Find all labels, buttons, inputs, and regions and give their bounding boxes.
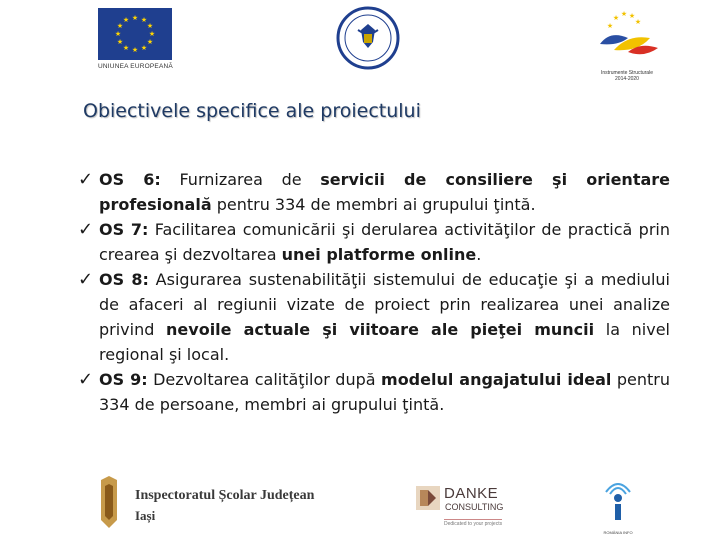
danke-mark-icon [414,484,442,512]
objective-text-bold: nevoile actuale şi viitoare ale pieţei muncii [166,320,595,339]
government-seal-icon [336,6,400,70]
isj-name: Inspectoratul Școlar Județean [135,488,315,503]
isj-logo [97,476,322,530]
structural-caption-line1: Instrumente Structurale [601,70,653,76]
list-item [78,167,670,217]
svg-text:★: ★ [612,14,620,22]
svg-text:★: ★ [606,22,614,30]
objective-label: OS 7: [99,220,149,239]
page-title: Obiectivele specifice ale proiectului [83,100,421,122]
objective-label: OS 9: [99,370,148,389]
danke-name: DANKE [444,485,499,502]
structural-instruments-logo [588,8,666,88]
objective-text: pentru 334 de persoane, membri ai grupului ţintă. [99,370,671,414]
svg-text:★: ★ [634,18,642,26]
svg-text:★: ★ [114,30,122,38]
eu-caption: UNIUNEA EUROPEANĂ [98,63,173,70]
objective-label: OS 8: [99,270,149,289]
svg-text:★: ★ [620,10,628,18]
info-icon [600,474,636,524]
government-seal-logo [336,6,400,70]
danke-sub: CONSULTING [445,502,504,512]
check-icon: ✓ [78,269,94,290]
objective-text-bold: servicii de consiliere şi orientare profesională [99,170,670,214]
eu-stars-icon [98,8,172,60]
danke-consulting-logo [414,484,506,532]
objective-text: Furnizarea de [160,170,321,189]
svg-text:★: ★ [116,38,124,46]
objective-text-bold: unei platforme online [281,245,477,264]
structural-instruments-icon [588,8,666,64]
objective-text: la nivel regional şi local. [99,320,670,364]
eu-flag [98,8,172,60]
objectives-list [78,167,670,417]
info-logo [600,474,636,535]
check-icon: ✓ [78,369,94,390]
check-icon: ✓ [78,169,94,190]
objective-text: Dezvoltarea calităţilor după [147,370,382,389]
isj-emblem-icon [97,476,121,528]
list-item [78,367,670,417]
svg-text:★: ★ [131,46,139,54]
objective-label: OS 6: [99,170,161,189]
structural-caption-line2: 2014-2020 [615,76,639,82]
structural-instruments-caption [588,70,666,82]
danke-tagline: Dedicated to your projects [444,521,503,527]
objective-text: Asigurarea sustenabilităţii sistemului de educaţie şi a mediului de afaceri al regiunii vizate de proiect prin realizarea unei analize privind [99,270,670,339]
svg-text:★: ★ [140,16,148,24]
eu-logo [98,8,172,74]
objective-text: Facilitarea comunicării şi derularea activităţilor de practică prin crearea şi dezvoltarea [99,220,670,264]
objective-text-bold: modelul angajatului ideal [381,370,612,389]
svg-text:★: ★ [122,44,130,52]
check-icon: ✓ [78,219,94,240]
objective-text: pentru 334 de membri ai grupului ţintă. [211,195,536,214]
svg-text:★: ★ [146,22,154,30]
svg-text:★: ★ [131,14,139,22]
list-item [78,217,670,267]
svg-text:★: ★ [146,38,154,46]
info-caption: ROMÂNIA INFO [603,530,633,535]
svg-text:★: ★ [122,16,130,24]
svg-text:★: ★ [148,30,156,38]
isj-city: Iași [135,508,156,523]
svg-text:★: ★ [140,44,148,52]
svg-text:★: ★ [628,12,636,20]
svg-text:★: ★ [116,22,124,30]
list-item [78,267,670,367]
objective-text: . [476,245,482,264]
